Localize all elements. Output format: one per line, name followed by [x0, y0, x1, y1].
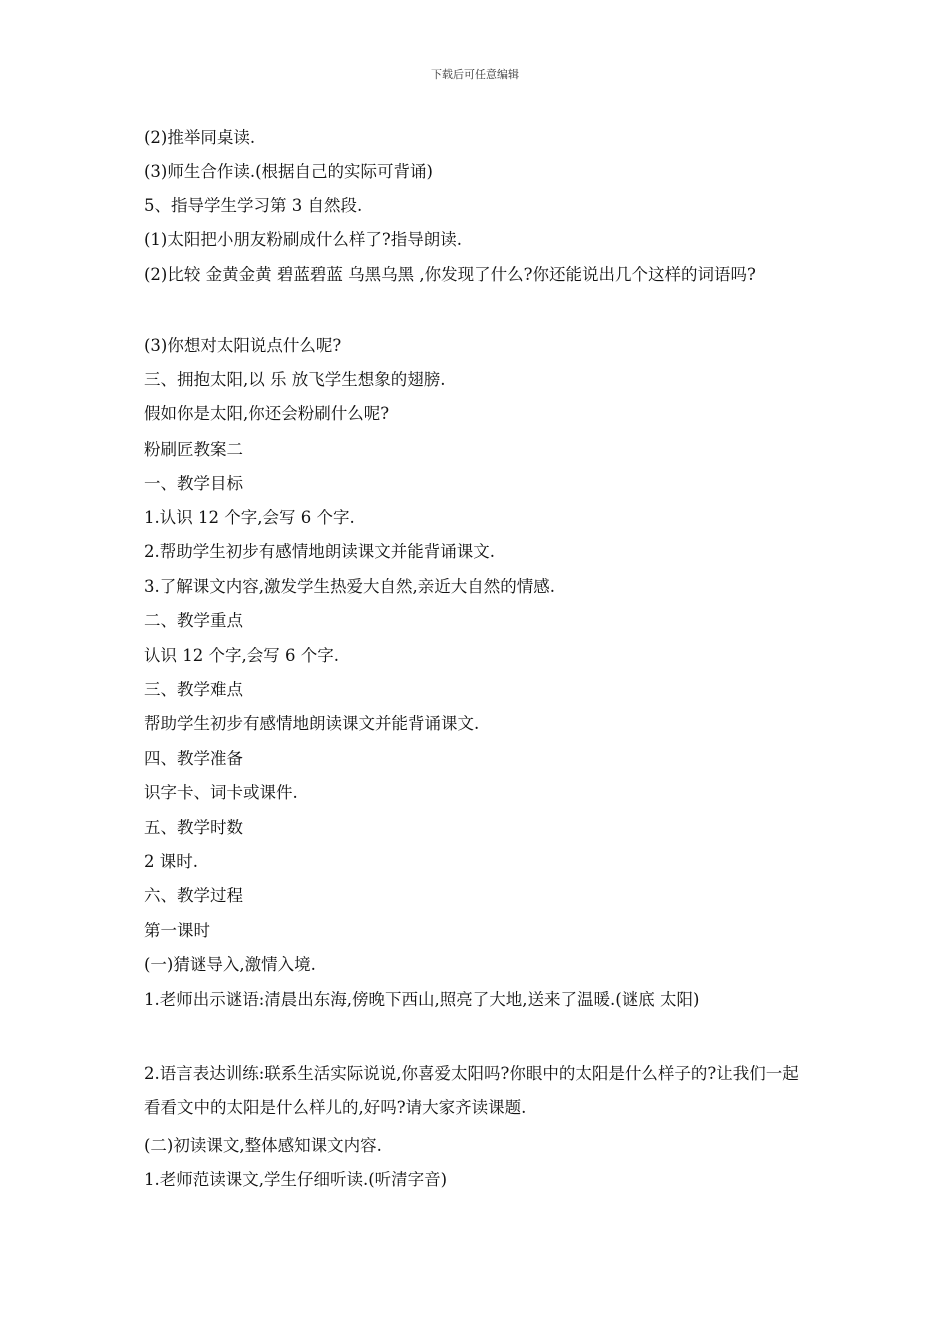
text-line: 2 课时.: [144, 852, 198, 871]
text-line: (一)猜谜导入,激情入境.: [144, 955, 316, 974]
page-header: 下载后可任意编辑: [431, 68, 519, 81]
text-line: (二)初读课文,整体感知课文内容.: [144, 1136, 382, 1155]
text-paragraph: 2.语言表达训练:联系生活实际说说,你喜爱太阳吗?你眼中的太阳是什么样子的?让我们一起看看文中的太阳是什么样儿的,好吗?请大家齐读课题.: [144, 1064, 799, 1117]
section-heading: 四、教学准备: [144, 749, 243, 768]
text-line: 2.帮助学生初步有感情地朗读课文并能背诵课文.: [144, 542, 495, 561]
section-heading: 五、教学时数: [144, 818, 243, 837]
text-line: 第一课时: [144, 921, 210, 940]
text-line: (3)你想对太阳说点什么呢?: [144, 336, 342, 355]
text-line: (3)师生合作读.(根据自己的实际可背诵): [144, 162, 433, 181]
text-line: 认识 12 个字,会写 6 个字.: [144, 646, 339, 665]
section-heading: 三、教学难点: [144, 680, 243, 699]
text-line: 1.老师范读课文,学生仔细听读.(听清字音): [144, 1170, 448, 1189]
section-heading: 二、教学重点: [144, 611, 243, 630]
text-line: 5、指导学生学习第 3 自然段.: [144, 196, 363, 215]
text-line: 识字卡、词卡或课件.: [144, 783, 298, 802]
text-line: 帮助学生初步有感情地朗读课文并能背诵课文.: [144, 714, 480, 733]
text-line: (2)推举同桌读.: [144, 128, 256, 147]
text-line: 3.了解课文内容,激发学生热爱大自然,亲近大自然的情感.: [144, 577, 555, 596]
text-paragraph: (2)比较 金黄金黄 碧蓝碧蓝 乌黑乌黑 ,你发现了什么?你还能说出几个这样的词语吗?: [144, 265, 756, 284]
section-title: 粉刷匠教案二: [144, 440, 243, 459]
text-line: (1)太阳把小朋友粉刷成什么样了?指导朗读.: [144, 230, 462, 249]
section-heading: 六、教学过程: [144, 886, 243, 905]
text-line: 三、拥抱太阳,以 乐 放飞学生想象的翅膀.: [144, 370, 446, 389]
text-paragraph: 1.老师出示谜语:清晨出东海,傍晚下西山,照亮了大地,送来了温暖.(谜底 太阳): [144, 990, 700, 1009]
text-line: 1.认识 12 个字,会写 6 个字.: [144, 508, 355, 527]
text-line: 假如你是太阳,你还会粉刷什么呢?: [144, 404, 390, 423]
section-heading: 一、教学目标: [144, 474, 243, 493]
